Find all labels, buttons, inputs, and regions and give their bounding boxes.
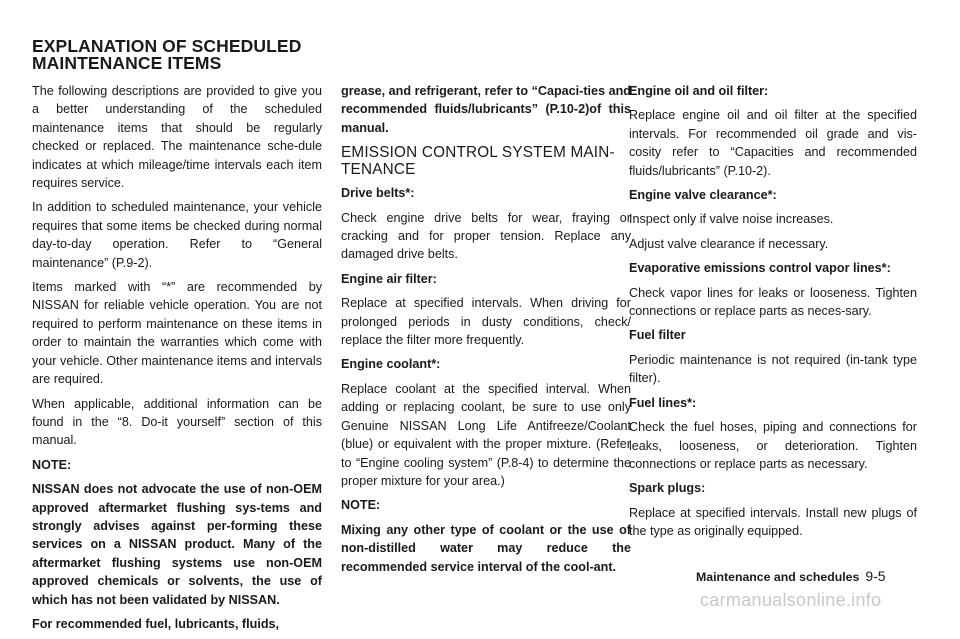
drive-belts-text: Check engine drive belts for wear, fraying or cracking and for proper tension. Replace any damaged drive belts. bbox=[341, 210, 631, 262]
fluids-reference-cont bbox=[341, 82, 631, 137]
capacities-link[interactable]: Capaci-ties and recommended fluids/lubricants bbox=[341, 84, 631, 117]
fuel-filter-label: Fuel filter bbox=[629, 328, 686, 343]
asterisk-paragraph: Items marked with “*” are recommended by NISSAN for reliable vehicle operation. You are not required to perform maintenance on these items in order to maintain the warranties which come with your vehicle. Other maintenance items and intervals are required. bbox=[32, 280, 322, 387]
spark-plugs-label: Spark plugs: bbox=[629, 481, 706, 496]
fuel-lines-text: Check the fuel hoses, piping and connections for leaks, looseness, or deterioration. Tighten connections or replace parts as necessary. bbox=[629, 420, 917, 471]
intro-paragraph: The following descriptions are provided to give you a better understanding of the scheduled maintenance items that should be regularly checked or replaced. The maintenance sche-dule indicates at which mileage/time intervals each item requires service. bbox=[32, 84, 322, 191]
page-number: 9-5 bbox=[865, 568, 886, 584]
note-label: NOTE: bbox=[32, 457, 72, 472]
column-1 bbox=[32, 82, 322, 639]
page-footer bbox=[696, 568, 886, 584]
fluids-reference-start: For recommended fuel, lubricants, fluids, bbox=[32, 616, 280, 631]
title-line-2: MAINTENANCE ITEMS bbox=[32, 53, 222, 73]
watermark: carmanualsonline.info bbox=[700, 590, 882, 610]
oil-text: Replace engine oil and oil filter at the specified intervals. For recommended oil grade and vis-cosity refer to “Capacities and recommended fluids/lubricants” (P.10-2). bbox=[629, 108, 917, 178]
fluids-text-a: grease, and refrigerant, refer to “ bbox=[341, 84, 538, 98]
valve-text-2: Adjust valve clearance if necessary. bbox=[629, 236, 829, 251]
valve-label: Engine valve clearance*: bbox=[629, 188, 777, 203]
fuel-lines-label: Fuel lines*: bbox=[629, 395, 697, 410]
fuel-filter-text: Periodic maintenance is not required (in-tank type filter). bbox=[629, 352, 917, 386]
spark-plugs-text: Replace at specified intervals. Install new plugs of the type as originally equipped. bbox=[629, 505, 917, 539]
evap-text: Check vapor lines for leaks or looseness. Tighten connections or replace parts as neces-sary. bbox=[629, 285, 917, 319]
air-filter-text: Replace at specified intervals. When driving for prolonged periods in dusty conditions, check/ replace the filter more frequently. bbox=[341, 296, 631, 348]
coolant-label: Engine coolant*: bbox=[341, 357, 441, 372]
coolant-text: Replace coolant at the specified interval. When adding or replacing coolant, be sure to use only Genuine NISSAN Long Life Antifreeze/Coolant (blue) or equivalent with the proper mixture. (Refer to “Engine cooling system” (P.8-4) to determine the proper mixture for your area.) bbox=[341, 381, 631, 488]
coolant-note-label: NOTE: bbox=[341, 498, 381, 513]
air-filter-label: Engine air filter: bbox=[341, 271, 437, 286]
title-line-1: EXPLANATION OF SCHEDULED bbox=[32, 36, 302, 56]
drive-belts-label: Drive belts*: bbox=[341, 186, 415, 201]
emission-section-heading: EMISSION CONTROL SYSTEM MAIN-TENANCE bbox=[341, 144, 615, 178]
page-title bbox=[32, 38, 452, 72]
oil-label: Engine oil and oil filter: bbox=[629, 84, 769, 98]
footer-section-name: Maintenance and schedules bbox=[696, 570, 860, 584]
additional-info-paragraph: When applicable, additional information can be found in the “8. Do-it yourself” section of this manual. bbox=[32, 396, 322, 448]
column-3 bbox=[629, 82, 917, 547]
fluids-text-b: ” (P.10-2)of this manual. bbox=[341, 102, 631, 135]
daily-checks-paragraph: In addition to scheduled maintenance, your vehicle requires that some items be checked during normal day-to-day operation. Refer to “General maintenance” (P.9-2). bbox=[32, 200, 322, 270]
evap-label: Evaporative emissions control vapor lines*: bbox=[629, 261, 891, 276]
column-2 bbox=[341, 82, 631, 582]
valve-text-1: Inspect only if valve noise increases. bbox=[629, 212, 834, 227]
flushing-note: NISSAN does not advocate the use of non-OEM approved aftermarket flushing sys-tems and strongly advises against per-forming these services on a NISSAN product. Many of the aftermarket flushing systems use non-OEM approved chemicals or solvents, the use of which has not been validated by NISSAN. bbox=[32, 482, 322, 607]
coolant-note-text: Mixing any other type of coolant or the use of non-distilled water may reduce the recommended service interval of the cool-ant. bbox=[341, 522, 631, 574]
